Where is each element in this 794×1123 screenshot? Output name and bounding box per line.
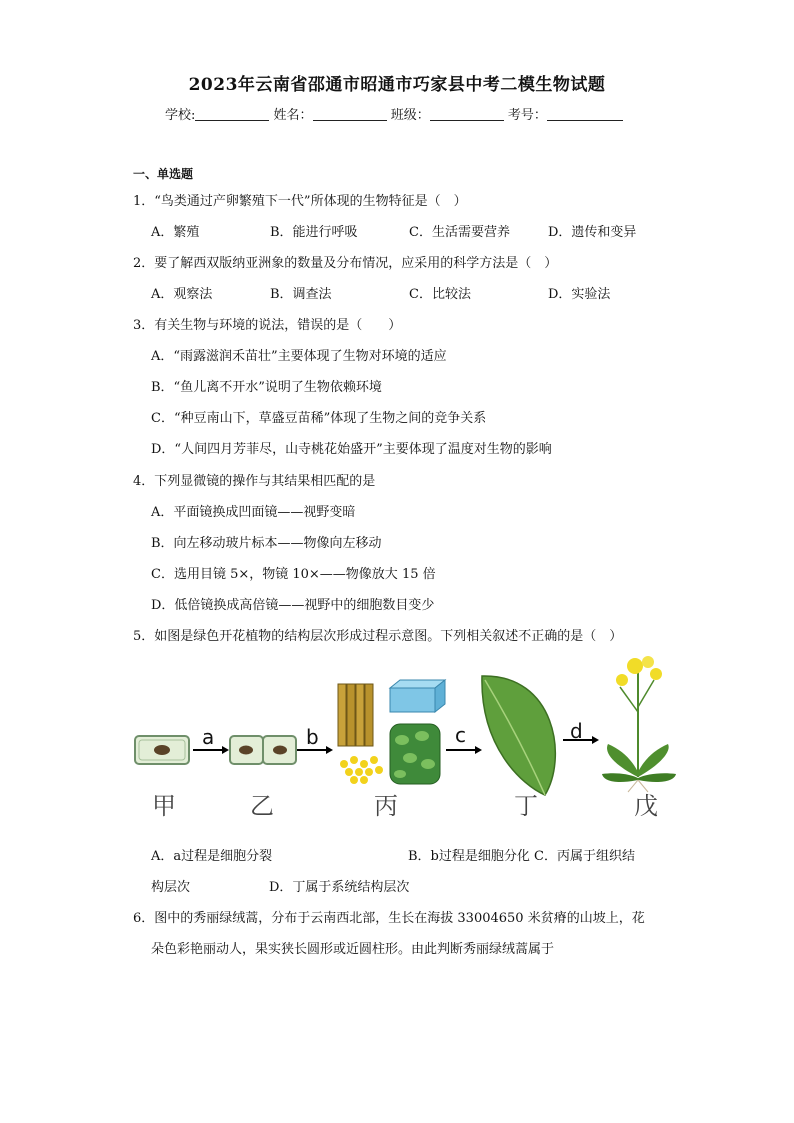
- q5-option-a[interactable]: A．a过程是细胞分裂: [151, 849, 273, 864]
- q1-option-c[interactable]: C．生活需要营养: [409, 225, 510, 240]
- section-heading: 一、单选题: [133, 167, 194, 181]
- q4-option-a[interactable]: A．平面镜换成凹面镜——视野变暗: [151, 505, 356, 520]
- arrow-label-a: a: [202, 725, 215, 749]
- q2-option-a[interactable]: A．观察法: [151, 287, 213, 302]
- q3-option-b[interactable]: B．“鱼儿离不开水”说明了生物依赖环境: [151, 380, 382, 395]
- q2-option-b[interactable]: B．调查法: [270, 287, 332, 302]
- q4-option-d[interactable]: D．低倍镜换成高倍镜——视野中的细胞数目变少: [151, 598, 435, 613]
- q1-option-b[interactable]: B．能进行呼吸: [270, 225, 358, 240]
- leaf-ding-image: [482, 676, 555, 795]
- school-blank[interactable]: [195, 107, 269, 121]
- q2-stem: 2．要了解西双版纳亚洲象的数量及分布情况，应采用的科学方法是（ ）: [133, 256, 558, 271]
- class-blank[interactable]: [430, 107, 504, 121]
- exam-no-label: 考号：: [507, 108, 547, 123]
- q1-option-a[interactable]: A．繁殖: [151, 225, 200, 240]
- exam-no-blank[interactable]: [547, 107, 623, 121]
- q5-option-b-c[interactable]: B．b过程是细胞分化 C．丙属于组织结: [408, 849, 635, 864]
- name-label: 姓名：: [273, 108, 313, 123]
- stage-label-jia: 甲: [152, 792, 176, 820]
- q3-option-d[interactable]: D．“人间四月芳菲尽，山寺桃花始盛开”主要体现了温度对生物的影响: [151, 442, 552, 457]
- stage-label-yi: 乙: [250, 792, 274, 820]
- q5-option-c-cont: 构层次: [151, 880, 191, 895]
- q2-option-d[interactable]: D．实验法: [548, 287, 611, 302]
- class-label: 班级：: [390, 108, 430, 123]
- cell-jia-image: [135, 736, 189, 764]
- q5-option-d[interactable]: D．丁属于系统结构层次: [269, 880, 410, 895]
- school-label: 学校:: [165, 108, 196, 123]
- q2-option-c[interactable]: C．比较法: [409, 287, 471, 302]
- plant-structure-figure: [130, 652, 700, 827]
- q6-stem-line1: 6．图中的秀丽绿绒蒿，分布于云南西北部，生长在海拔 33004650 米贫瘠的山坡上，花: [133, 911, 645, 926]
- stage-label-wu: 戊: [634, 792, 658, 820]
- name-blank[interactable]: [313, 107, 387, 121]
- stage-label-ding: 丁: [514, 792, 538, 820]
- q1-stem: 1．“鸟类通过产卵繁殖下一代”所体现的生物特征是（ ）: [133, 194, 467, 209]
- q1-option-d[interactable]: D．遗传和变异: [548, 225, 637, 240]
- q6-stem-line2: 朵色彩艳丽动人，果实狭长圆形或近圆柱形。由此判断秀丽绿绒蒿属于: [151, 942, 555, 957]
- q4-stem: 4．下列显微镜的操作与其结果相匹配的是: [133, 474, 376, 489]
- cell-yi-image: [230, 736, 296, 764]
- arrow-label-b: b: [306, 725, 319, 749]
- q5-stem: 5．如图是绿色开花植物的结构层次形成过程示意图。下列相关叙述不正确的是（ ）: [133, 629, 623, 644]
- plant-wu-image: [602, 656, 676, 792]
- q4-option-b[interactable]: B．向左移动玻片标本——物像向左移动: [151, 536, 382, 551]
- q3-stem: 3．有关生物与环境的说法，错误的是（ ）: [133, 318, 402, 333]
- stage-label-bing: 丙: [374, 792, 398, 820]
- student-info-line: [165, 104, 623, 123]
- q4-option-c[interactable]: C．选用目镜 5×，物镜 10×——物像放大 15 倍: [151, 567, 436, 582]
- arrow-label-c: c: [455, 723, 466, 747]
- exam-title: 2023年云南省邵通市昭通市巧家县中考二模生物试题: [188, 75, 606, 95]
- q3-option-a[interactable]: A．“雨露滋润禾苗壮”主要体现了生物对环境的适应: [151, 349, 447, 364]
- tissue-bing-image: [338, 680, 445, 784]
- q3-option-c[interactable]: C．“种豆南山下，草盛豆苗稀”体现了生物之间的竞争关系: [151, 411, 487, 426]
- arrow-label-d: d: [570, 719, 583, 743]
